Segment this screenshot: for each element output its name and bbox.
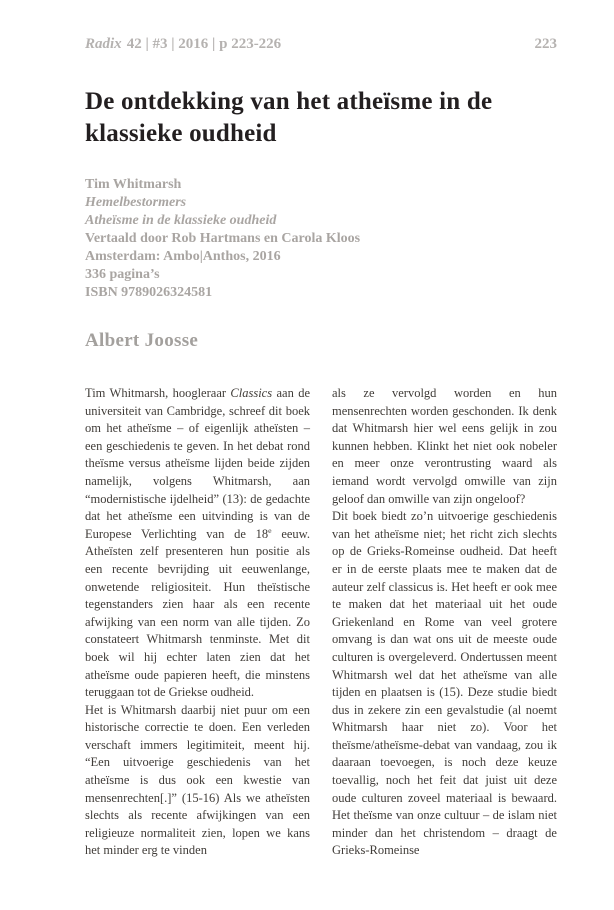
book-info-line: Tim Whitmarsh bbox=[85, 177, 182, 192]
book-info-line: ISBN 9789026324581 bbox=[85, 285, 213, 300]
body-paragraph: als ze vervolgd worden en hun mensenrechten worden geschonden. Ik denk dat Whitmarsh hier wel eens gelijk in zou kunnen hebben. Klinkt het niet ook nobeler en meer onze verontrusting waard als iemand wordt vervolgd omwille van zijn geloof dan omwille van zijn ongeloof? bbox=[332, 386, 557, 506]
issue-info: 42 | #3 | 2016 | p 223-226 bbox=[126, 36, 282, 52]
running-header bbox=[85, 36, 557, 53]
book-info-line: Hemelbestormers bbox=[85, 195, 187, 210]
review-body bbox=[85, 385, 557, 860]
header-citation bbox=[85, 36, 281, 53]
book-info bbox=[85, 176, 557, 302]
body-paragraph: Tim Whitmarsh, hoogleraar Classics aan de universiteit van Cambridge, schreef dit boek om het atheïsme – of eigenlijk atheïsten – een geschiedenis te geven. In het debat rond theïsme versus atheïsme lijden beide zijden namelijk, volgens Whitmarsh, aan “modernistische ijdelheid” (13): de gedachte dat het atheïsme een uitvinding is van de Europese Verlichting van de 18e eeuw. Atheïsten zelf presenteren hun positie als een recente bevrijding uit eeuwenlange, onwetende religiositeit. Hun theïstische tegenstanders zien haar als een recente afwijking van een norm van alle tijden. Zo constateert Whitmarsh tenminste. Met dit boek wil hij echter laten zien dat het atheïsme oude papieren heeft, die minstens teruggaan tot de Griekse oudheid. bbox=[85, 386, 311, 700]
book-info-line: 336 pagina’s bbox=[85, 267, 160, 282]
journal-name: Radix bbox=[85, 36, 122, 52]
book-info-line: Amsterdam: Ambo|Anthos, 2016 bbox=[85, 249, 281, 264]
reviewer-name: Albert Joosse bbox=[85, 330, 199, 351]
body-paragraph: Dit boek biedt zo’n uitvoerige geschiedenis van het atheïsme niet; het richt zich slechts op de Grieks-Romeinse oudheid. Dat heeft er in de eerste plaats mee te maken dat de auteur zelf classicus is. Het heeft er ook mee te maken dat het materiaal uit het oude Griekenland en Rome van veel grotere omvang is dan wat ons uit de meeste oude culturen is overgeleverd. Ondertussen meent Whitmarsh wel dat het atheïsme van alle tijden en plaatsen is (15). Deze studie biedt dus in zekere zin een gevalstudie (al noemt Whitmarsh haar niet zo). Voor het theïsme/atheïsme-debat van vandaag, zou ik daaraan toevoegen, is noch deze keuze toevallig, noch het feit dat juist uit deze oude culturen zoveel materiaal is bewaard. Het theïsme van onze cultuur – de islam niet minder dan het christendom – draagt de Grieks-Romeinse bbox=[332, 509, 557, 858]
body-paragraph: Het is Whitmarsh daarbij niet puur om een historische correctie te doen. Een verleden verschaft immers legitimiteit, meent hij. “Een uitvoerige geschiedenis van het atheïsme is dus ook een kwestie van mensenrechten[.]” (15-16) Als we atheïsten slechts als recente afwijkingen van een religieuze normaliteit zien, lopen we kans het minder erg te vinden bbox=[85, 702, 310, 858]
book-info-line: Atheïsme in de klassieke oudheid bbox=[85, 213, 277, 228]
page-number: 223 bbox=[534, 36, 557, 52]
body-column-left bbox=[85, 385, 310, 860]
book-info-line: Vertaald door Rob Hartmans en Carola Kloos bbox=[85, 231, 361, 246]
body-column-right bbox=[332, 385, 557, 860]
article-title: De ontdekking van het atheïsme in de klassieke oudheid bbox=[85, 88, 493, 147]
